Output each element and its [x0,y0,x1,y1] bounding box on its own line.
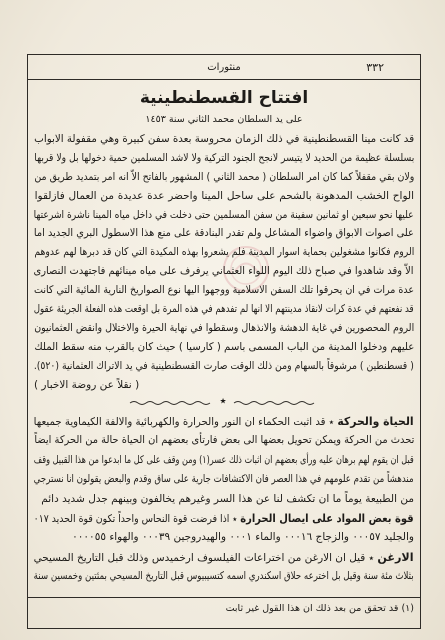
footnote-rule [28,597,420,598]
note-line [34,567,414,586]
note-line [34,509,414,528]
note-line [34,470,414,489]
article-source [34,376,414,395]
page-number: ٣٣٢ [366,61,384,74]
note-line [34,451,414,470]
line-text: بثلاث مئة سنة وقيل بل اخترعه حلاق اسكندري اسمه كتسيبيوس قبل التاريخ المسيحي بمئتين وخمسين سنة [34,570,414,583]
article-line [34,168,414,187]
note-line [34,412,414,431]
line-text: تحدث من الحركة ويمكن تحويل بعضها الى بعض فارتأى بعضهم ان الحياة حالة من الحركة ايضاً [34,434,414,447]
notes-body [34,412,414,587]
line-text: ولان بقي مقفلاً كما كان امر السلطان ( محمد الثاني ) المشهور بالفاتح الاّ انه امر بتمديد طريق من [34,170,414,183]
line-text: الروم فكانوا مشغولين بحماية اسوار المدينة فلم يشعروا بهذه المكيدة التي كان قد دبرها لهم عدوهم [34,246,414,259]
article-line [34,262,414,281]
line-text: (١) قد تحقق من بعد ذلك ان هذا القول غير ثابت [225,603,414,614]
article-body [34,130,414,394]
article-line [34,187,414,206]
article-line [34,357,414,376]
article-line [34,149,414,168]
line-text [34,548,414,567]
article-line [34,243,414,262]
line-text [34,412,414,431]
note-line [34,431,414,450]
footnote [34,601,414,617]
page-header [28,59,420,76]
article-subtitle: على يد السلطان محمد الثاني سنة ١٤٥٣ [145,114,303,125]
line-text: عليهم ودخلوا المدينة من الباب المسمى باسم ( كارسيا ) حيث كان بالقرب منه سقط الملك [34,340,414,353]
line-text: عليها نحو سبعين او ثمانين سفينة من سفن المسلمين حتى دخلت في داخل مياه المينا ناشرة اشرعتها [34,208,414,221]
note-heading: الحياة والحركة [337,415,414,428]
line-text: الاّ وقد شاهدوا في صباح ذلك اليوم اللواء العثماني يرفرف على مياه مينائهم فاجتهدت النصارى [34,265,414,278]
line-text: من الطبيعة يوماً ما ان تكشف لنا عن هذا السر وغيرهم يخالفون وبينهم جدل شديد دائم [41,492,414,505]
article-line [34,206,414,225]
line-text: على اصوات الابواق واضواء المشاعل ولم تقدر البنادقة على منع هذا الاسطول البري الجديد اما [34,227,414,240]
line-text: الروم المحصورين في غاية الدهشة والانذهال وسقطوا في نهاية الحيرة والاختلال وانقض العثمانيون [34,321,414,334]
line-text [34,509,414,528]
article-line [34,300,414,319]
line-text: مندهشاً من تقدم علومهم في هذا العصر فان الاكتشافات جارية على ساق وقدم والبعض يقولون انا نسترجي [34,473,414,486]
line-text: الواح الخشب المدهونة بالشحم على ساحل المينا واحضر عدة عديدة من العمال فازلقوا [34,189,414,202]
line-text: قبل ان يقوم لهم برهان عليه ورأى بعضهم ان اثبات ذلك عسر(١) ومن وقف على كل ما ابدعوا من هذا القبيل وقف [34,453,414,466]
article-line [34,319,414,338]
note-mark: ٭ [329,417,335,428]
line-text: قد نفعتهم في عدة كرات لانقاذ مدينتهم الا انها لم تفدهم في هذه المرة بل اوقعت هذه الفعلة الجريئة عقول [34,303,414,316]
note-line [34,490,414,509]
article-line [34,224,414,243]
note-text: قد اثبت الحكماء ان النور والحرارة والكهربائية والالفة الكيماوية جميعها [34,416,326,428]
note-text: اذا فرضت قوة النحاس واحداً تكون قوة الحديد ٠١٧ [34,512,230,525]
note-text: قيل ان الارغن من اختراعات الفيلسوف ارخميدس وذلك قبل التاريخ المسيحي [34,551,366,564]
line-text: قد كانت مينا القسطنطينية في ذلك الزمان محروسة بعدة سفن كبيرة وهي مقفولة الابواب [34,133,414,145]
line-text: والجليد ٠٠٠٥٧ والزجاج ٠٠٠١٦ والماء ٠٠٠١ والهيدروجين ٠٠٠٣٩ والهواء ٠٠٠٠٥٥ [72,531,414,544]
running-title: منثورات [207,62,241,73]
header-rule [28,79,420,80]
article-line [34,281,414,300]
note-line [34,528,414,547]
line-text: ( نقلاً عن روضة الاخبار ) [34,378,140,391]
line-text: ( قسطنطين ) مرشوقاً بالسهام ومن ذلك الوقت صارت القسطنطينية في يد الاتراك العثمانية (٥٢٠). [34,359,414,372]
article-title: افتتاح القسطنطينية [139,88,309,108]
note-heading: الارغن [377,550,414,564]
article-line [34,338,414,357]
line-text: عدة مرات في ان يحرقوا تلك السفن الاسلامية ووجهوا اليها نوع الصواريخ النارية المائية التي كانت [34,284,414,297]
note-line [34,548,414,567]
note-mark: ٭ [369,552,375,564]
note-mark: ٭ [232,513,238,525]
line-text: بسلسلة عظيمة من الحديد لا يتيسر لانجح الجنود التركية ولا لاشد المسلمين حمية دخولها بل ولا قربها [34,151,414,164]
note-heading: قوة بعض المواد على ايصال الحرارة [240,511,414,525]
footnote-area [34,601,414,617]
divider-star: ٭ [219,394,227,409]
article-line [34,130,414,149]
